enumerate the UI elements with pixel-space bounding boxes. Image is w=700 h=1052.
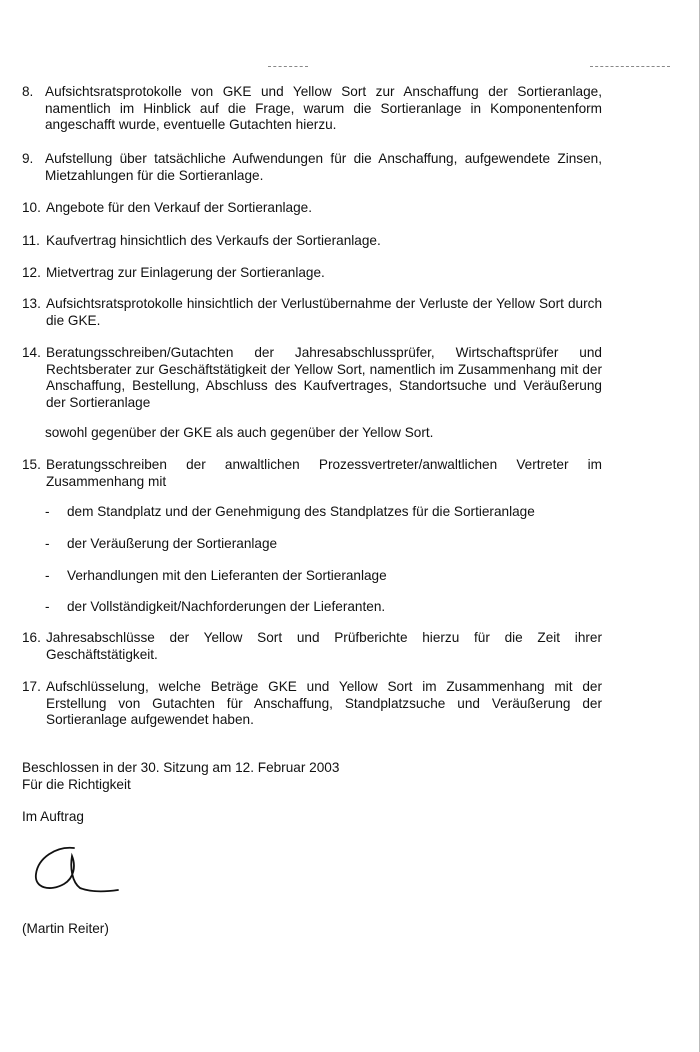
item-text: Aufsichtsratsprotokolle von GKE und Yellow Sort zur Anschaffung der Sortieranlage, namentlich im Hinblick auf die Frage, warum die Sortieranlage in Komponentenform angeschafft wurde, eventuelle Gutachten hierzu. [45,84,602,132]
item-text: Beratungsschreiben der anwaltlichen Prozessvertreter/anwaltlichen Vertreter im Zusammenhang mit [46,457,602,489]
list-item-12 [22,265,602,282]
list-item-14 [22,345,602,411]
list-item-10 [22,200,602,217]
correctness-line: Für die Richtigkeit [22,777,131,792]
item-text: Angebote für den Verkauf der Sortieranlage. [46,200,313,215]
bullet-dash: - [45,568,50,583]
item-number: 14. [22,345,41,360]
on-behalf-line: Im Auftrag [22,809,84,824]
scan-artifact-top-right [590,66,670,67]
bullet-dash: - [45,504,50,519]
list-item-8 [22,84,602,134]
bullet-text: dem Standplatz und der Genehmigung des Standplatzes für die Sortieranlage [67,504,535,519]
item-number: 12. [22,265,41,280]
resolution-line: Beschlossen in der 30. Sitzung am 12. Februar 2003 [22,760,340,775]
item-text: Aufstellung über tatsächliche Aufwendungen für die Anschaffung, aufgewendete Zinsen, Mietzahlungen für die Sortieranlage. [45,151,602,183]
signatory-name: (Martin Reiter) [22,921,109,936]
item-number: 9. [22,151,34,166]
item-number: 17. [22,679,41,694]
list-item-13 [22,296,602,329]
item-number: 11. [22,233,40,248]
bullet-text: der Vollständigkeit/Nachforderungen der Lieferanten. [67,599,386,614]
list-item-15 [22,457,602,490]
list-item-9 [22,151,602,184]
item-text: Aufschlüsselung, welche Beträge GKE und Yellow Sort im Zusammenhang mit der Erstellung von Gutachten für Anschaffung, Standplatzsuche und Veräußerung der Sortieranlage aufgewendet haben. [46,679,602,727]
item-14-continuation: sowohl gegenüber der GKE als auch gegenüber der Yellow Sort. [45,425,434,440]
item-text: Aufsichtsratsprotokolle hinsichtlich der Verlustübernahme der Verluste der Yellow Sort durch die GKE. [46,296,602,328]
scan-artifact-top [268,66,308,67]
list-item-11 [22,233,602,250]
item-number: 13. [22,296,41,311]
bullet-text: der Veräußerung der Sortieranlage [67,536,278,551]
item-number: 16. [22,630,41,645]
bullet-dash: - [45,536,50,551]
list-item-17 [22,679,602,729]
list-item-16 [22,630,602,663]
item-text: Beratungsschreiben/Gutachten der Jahresabschlussprüfer, Wirtschaftsprüfer und Rechtsberater zur Geschäftstätigkeit der Yellow Sort, namentlich im Zusammenhang mit der Anschaffung, Bestellung, Abschluss des Kaufvertrages, Standortsuche und Veräußerung der Sortieranlage [46,345,602,410]
item-number: 15. [22,457,41,472]
signature-image [28,840,128,905]
bullet-text: Verhandlungen mit den Lieferanten der Sortieranlage [67,568,387,583]
item-text: Kaufvertrag hinsichtlich des Verkaufs der Sortieranlage. [46,233,381,248]
bullet-dash: - [45,599,50,614]
item-number: 10. [22,200,41,215]
item-text: Jahresabschlüsse der Yellow Sort und Prüfberichte hierzu für die Zeit ihrer Geschäftstätigkeit. [46,630,602,662]
item-text: Mietvertrag zur Einlagerung der Sortieranlage. [46,265,325,280]
item-number: 8. [22,84,34,99]
